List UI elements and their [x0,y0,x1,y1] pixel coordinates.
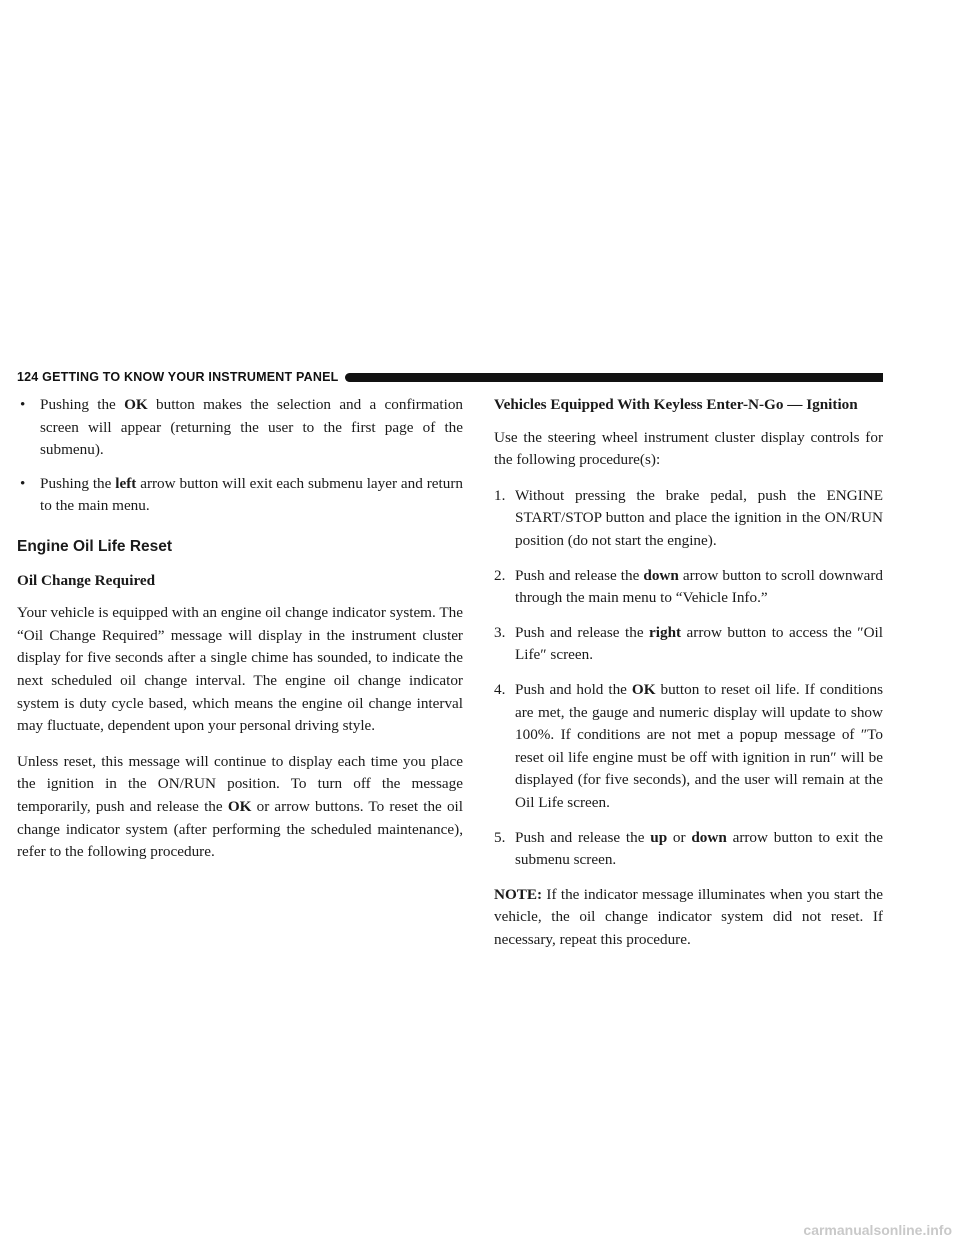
procedure-step [494,485,883,553]
step-text: Push and release the down arrow button to scroll downward through the main menu to “Vehicle Info.” [515,566,883,607]
left-column [17,394,463,877]
step-number: 5. [494,828,506,846]
bullet-mark: • [20,474,26,492]
bold-term: OK [631,680,656,698]
section-heading: Engine Oil Life Reset [17,537,173,555]
bullet-mark: • [20,396,26,413]
bullet-item [17,473,463,518]
bold-term: down [691,828,727,846]
bullet-text: Pushing the OK button makes the selection and a confirmation screen will appear (returning the user to the first page of the submenu). [40,396,464,459]
header-label [17,370,338,384]
bold-term: OK [227,797,252,815]
step-number: 4. [494,680,506,698]
paragraph: Unless reset, this message will continue to display each time you place the ignition in the ON/RUN position. To turn off the message temporarily, push and release the OK or arrow buttons. To reset the oil change indicator system (after performing the scheduled maintenance), refer to the following procedure. [17,752,463,861]
step-text: Without pressing the brake pedal, push the ENGINE START/STOP button and place the ignition in the ON/RUN position (do not start the engine). [515,486,883,549]
note-paragraph: NOTE: If the indicator message illuminates when you start the vehicle, the oil change indicator system did not reset. If necessary, repeat this procedure. [494,885,883,948]
bold-term: up [650,828,668,846]
step-text: Push and release the right arrow button to access the ″Oil Life″ screen. [515,623,883,664]
paragraph: Your vehicle is equipped with an engine oil change indicator system. The “Oil Change Required” message will display in the instrument cluster display for five seconds after a single chime has sounded, to indicate the next scheduled oil change interval. The engine oil change indicator system is duty cycle based, which means the engine oil change interval may fluctuate, dependent upon your personal driving style. [17,604,463,735]
watermark: carmanualsonline.info [803,1222,952,1238]
bullet-item [17,394,463,462]
bold-term: right [649,623,682,641]
bold-term: OK [124,396,148,413]
right-column [494,394,883,964]
procedure-step [494,565,883,610]
subheading: Oil Change Required [17,571,156,589]
bullet-text: Pushing the left arrow button will exit each submenu layer and return to the main menu. [40,474,463,515]
running-section-title: GETTING TO KNOW YOUR INSTRUMENT PANEL [42,370,339,384]
step-number: 3. [494,623,506,641]
step-number: 1. [494,486,506,504]
step-text: Push and release the up or down arrow button to exit the submenu screen. [515,828,884,869]
procedure-step [494,827,883,872]
bold-term: down [643,566,679,584]
paragraph: Use the steering wheel instrument cluster display controls for the following procedure(s): [494,428,883,469]
bold-term: left [115,474,137,492]
note-label: NOTE: [494,885,543,903]
procedure-step [494,622,883,667]
subheading: Vehicles Equipped With Keyless Enter-N-Go — Ignition [494,396,858,413]
page-number: 124 [17,370,39,384]
page-header [17,368,883,386]
procedure-step [494,679,883,815]
step-text: Push and hold the OK button to reset oil life. If conditions are met, the gauge and numeric display will update to show 100%. If conditions are not met a popup message of ″To reset oil life engine must be off with ignition in run″ will be displayed (for five seconds), and the user will remain at the Oil Life screen. [515,680,883,811]
header-rule [345,373,883,382]
step-number: 2. [494,566,506,584]
